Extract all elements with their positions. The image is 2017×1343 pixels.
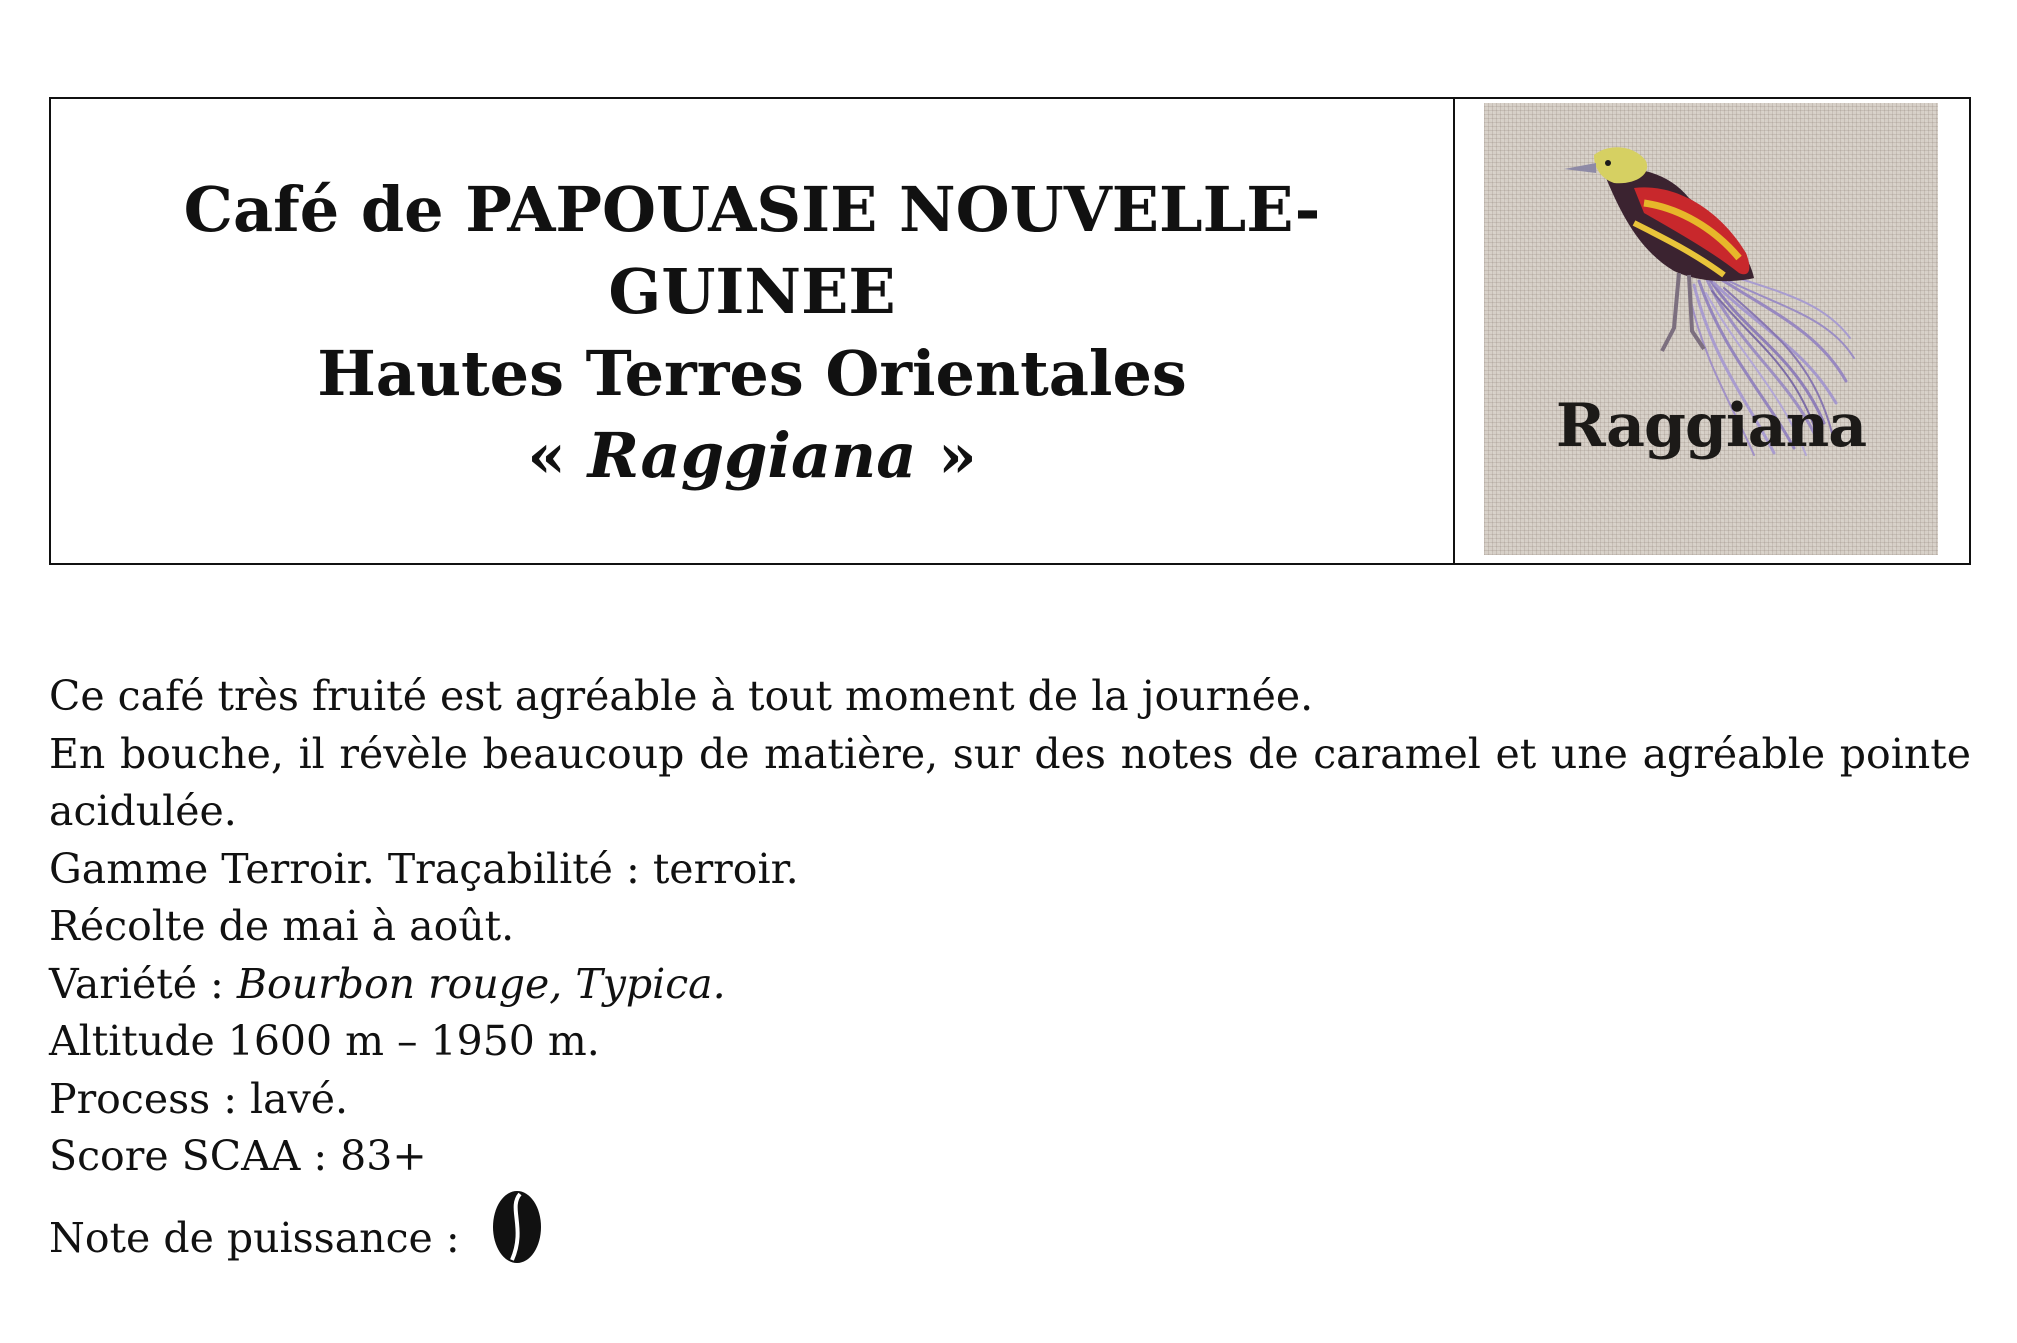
- bird-head: [1594, 147, 1647, 183]
- title-cell: [51, 99, 1455, 563]
- description-line-1: Ce café très fruité est agréable à tout moment de la journée.: [49, 672, 1314, 720]
- range-line: Gamme Terroir. Traçabilité : terroir.: [49, 844, 799, 893]
- bird-leg: [1662, 273, 1679, 351]
- label-word: Raggiana: [1555, 391, 1867, 461]
- quote-open: «: [527, 419, 588, 492]
- bird-beak: [1564, 163, 1596, 173]
- harvest-line: Récolte de mai à août.: [49, 902, 515, 950]
- image-cell: [1455, 99, 1969, 563]
- product-description: [49, 668, 1971, 1278]
- bird-of-paradise-illustration: [1484, 103, 1938, 555]
- power-line: [49, 1200, 1971, 1278]
- subtitle: Hautes Terres Orientales: [317, 337, 1187, 410]
- title-line-2: GUINEE: [608, 255, 896, 328]
- variety-value: Bourbon rouge, Typica.: [236, 959, 726, 1008]
- coffee-bean-icon: [490, 1188, 544, 1266]
- variety-line: [49, 956, 1971, 1014]
- quote-close: »: [916, 419, 977, 492]
- title-line-1: Café de PAPOUASIE NOUVELLE-: [183, 173, 1321, 246]
- process-line: Process : lavé.: [49, 1074, 349, 1123]
- product-name-text: Raggiana: [587, 419, 917, 492]
- product-name: [527, 415, 977, 497]
- label-image: [1484, 103, 1938, 555]
- score-line: Score SCAA : 83+: [49, 1132, 427, 1180]
- altitude-line: Altitude 1600 m – 1950 m.: [49, 1017, 600, 1065]
- header-box: [49, 97, 1971, 565]
- description-line-2: En bouche, il révèle beaucoup de matière, sur des notes de caramel et une agréable pointe acidulée.: [49, 729, 1971, 835]
- bird-eye: [1605, 160, 1611, 166]
- power-label: Note de puissance :: [49, 1213, 460, 1262]
- variety-label: Variété :: [49, 959, 237, 1008]
